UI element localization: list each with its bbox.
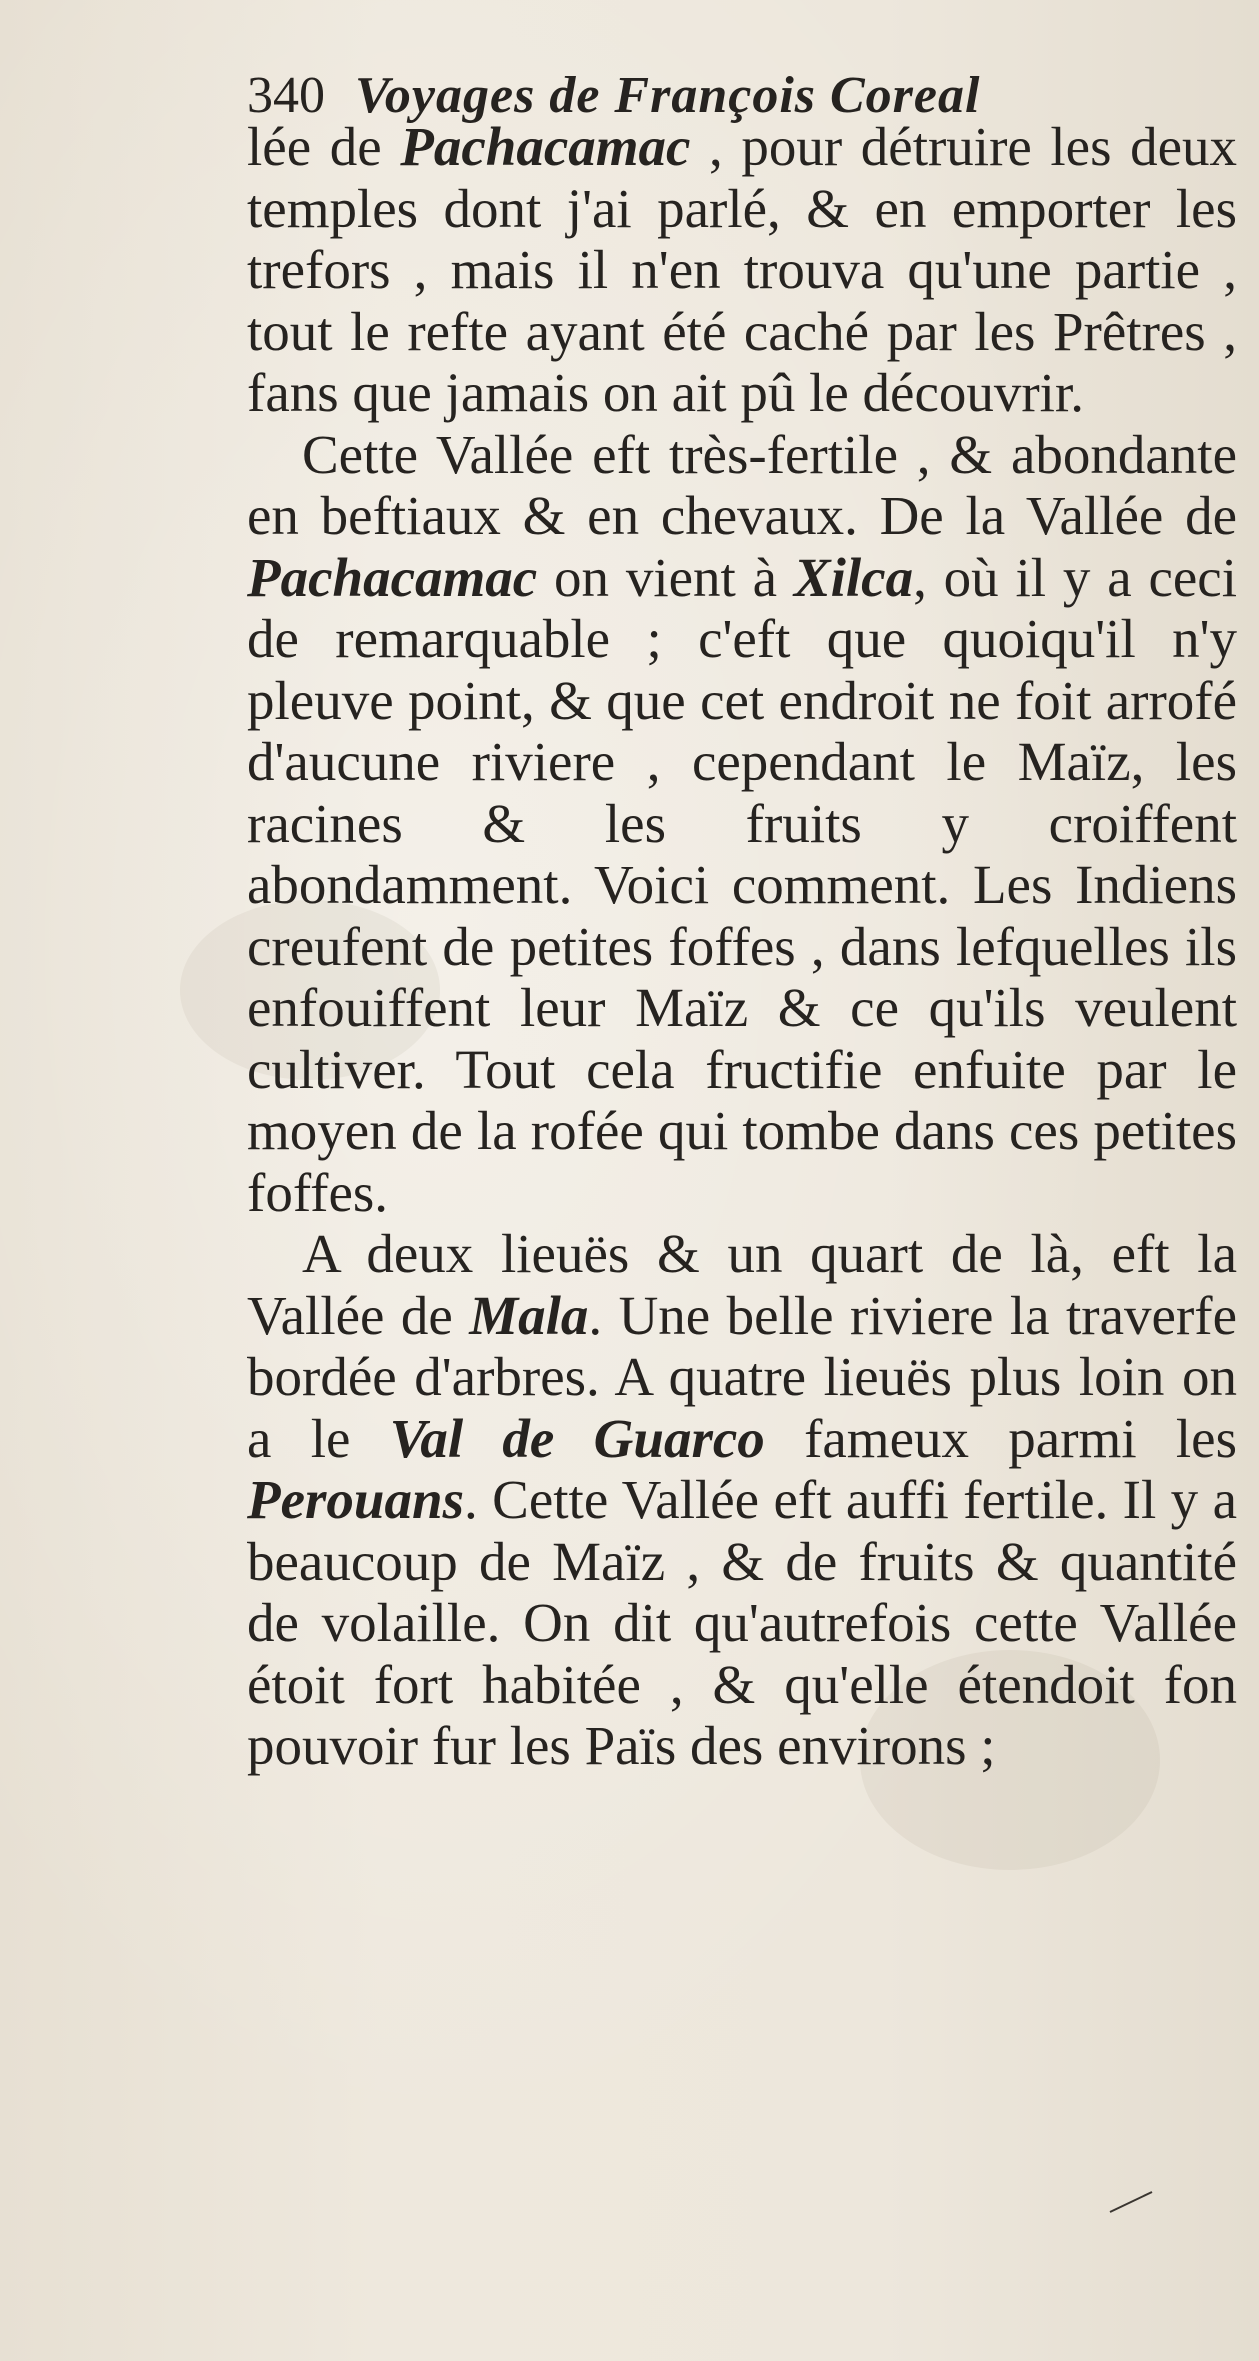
body-text	[247, 116, 1237, 1777]
text-segment: . Cette Vallée eft auffi fertile. Il y a beaucoup de Maïz , & de fruits & quantité de volaille. On dit qu'autrefois cette Vallée étoit fort habitée , & qu'elle étendoit fon pouvoir fur les Païs des environs ;	[247, 1469, 1237, 1776]
place-name-italic: Pachacamac	[247, 546, 538, 608]
people-name-italic: Perouans	[247, 1469, 464, 1530]
place-name-italic: Pachacamac	[400, 116, 691, 177]
text-segment: , pour détruire les deux temples dont j'ai parlé, & en emporter les trefors , mais il n'en trouva qu'une partie , tout le refte ayant été caché par les Prêtres , fans que jamais on ait pû le découvrir.	[247, 116, 1238, 423]
text-segment: on vient à	[537, 546, 794, 608]
page-number: 340	[247, 67, 325, 124]
paragraph-3	[247, 1223, 1237, 1777]
running-title: Voyages de François Coreal	[355, 67, 981, 124]
paragraph-2	[247, 424, 1237, 1224]
text-segment: Cette Vallée eft très-fertile , & abondante en beftiaux & en chevaux. De la Vallée de	[247, 423, 1237, 546]
pen-mark-icon	[1108, 2190, 1154, 2214]
place-name-italic: Xilca	[793, 546, 914, 608]
text-segment: lée de	[247, 116, 401, 177]
text-segment: A deux lieuës & un quart de là, eft la Vallée de	[247, 1223, 1237, 1346]
text-segment: , où il y a ceci de remarquable ; c'eft que quoiqu'il n'y pleuve point, & que cet endroit ne foit arrofé d'aucune riviere , cependant le Maïz, les racines & les fruits y croiffent abondamment. Voici comment. Les Indiens creufent de petites foffes , dans lefquelles ils enfouiffent leur Maïz & ce qu'ils veulent cultiver. Tout cela fructifie enfuite par le moyen de la rofée qui tombe dans ces petites foffes.	[247, 546, 1237, 1223]
paragraph-1	[247, 116, 1237, 424]
text-segment: fameux parmi les	[764, 1407, 1238, 1469]
place-name-italic: Val de Guarco	[389, 1407, 765, 1469]
text-segment: . Une belle riviere la traverfe bordée d'arbres. A quatre lieuës plus loin on a le	[247, 1284, 1237, 1469]
place-name-italic: Mala	[469, 1284, 589, 1346]
